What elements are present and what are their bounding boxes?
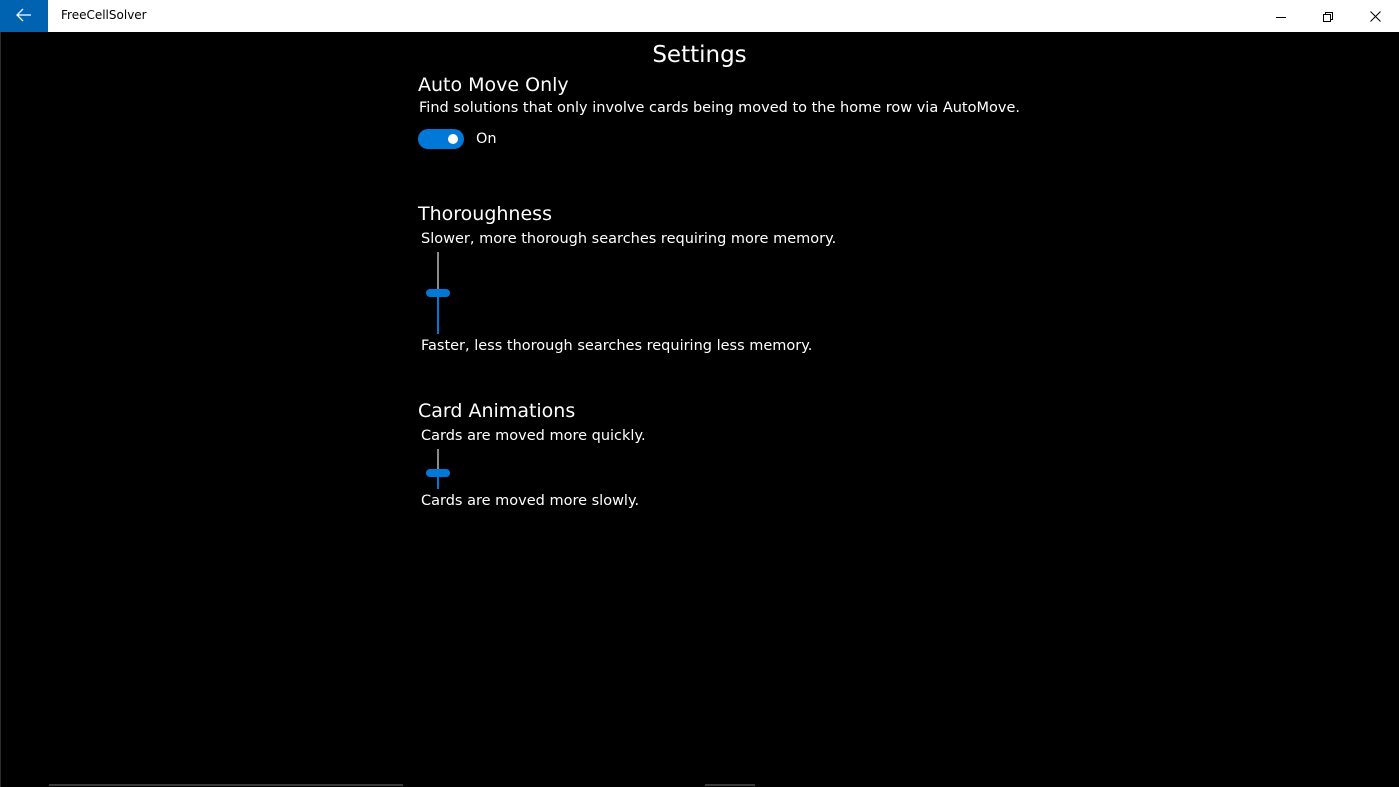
back-arrow-icon <box>16 7 32 26</box>
restore-button[interactable] <box>1305 0 1351 32</box>
minimize-button[interactable] <box>1258 0 1304 32</box>
auto-move-description: Find solutions that only involve cards being moved to the home row via AutoMove. <box>419 100 1020 116</box>
slider-thumb[interactable] <box>426 469 450 477</box>
slider-track-lower <box>437 477 439 489</box>
card-animations-title: Card Animations <box>418 400 576 422</box>
app-title: FreeCellSolver <box>61 8 147 22</box>
thoroughness-top-label: Slower, more thorough searches requiring more memory. <box>421 231 837 247</box>
card-animations-top-label: Cards are moved more quickly. <box>421 428 646 444</box>
auto-move-title: Auto Move Only <box>418 74 569 96</box>
settings-page <box>0 32 1399 787</box>
close-button[interactable] <box>1352 0 1398 32</box>
thoroughness-bottom-label: Faster, less thorough searches requiring less memory. <box>421 338 813 354</box>
thoroughness-slider[interactable] <box>426 252 450 334</box>
title-bar <box>0 0 1399 32</box>
close-icon <box>1370 7 1381 26</box>
minimize-icon <box>1276 7 1286 26</box>
restore-icon <box>1323 7 1333 26</box>
page-title: Settings <box>652 42 747 68</box>
card-animations-bottom-label: Cards are moved more slowly. <box>421 493 640 509</box>
toggle-knob <box>448 134 458 144</box>
slider-track-upper <box>437 252 439 289</box>
slider-track-lower <box>437 297 439 334</box>
auto-move-toggle[interactable] <box>418 129 464 149</box>
back-button[interactable] <box>0 0 48 32</box>
slider-track-upper <box>437 449 439 469</box>
slider-thumb[interactable] <box>426 289 450 297</box>
thoroughness-title: Thoroughness <box>418 203 552 225</box>
card-animations-slider[interactable] <box>426 449 450 489</box>
horizontal-scrollbar[interactable] <box>49 784 403 786</box>
auto-move-toggle-state: On <box>476 131 497 147</box>
horizontal-scrollbar-thumb[interactable] <box>705 784 755 786</box>
